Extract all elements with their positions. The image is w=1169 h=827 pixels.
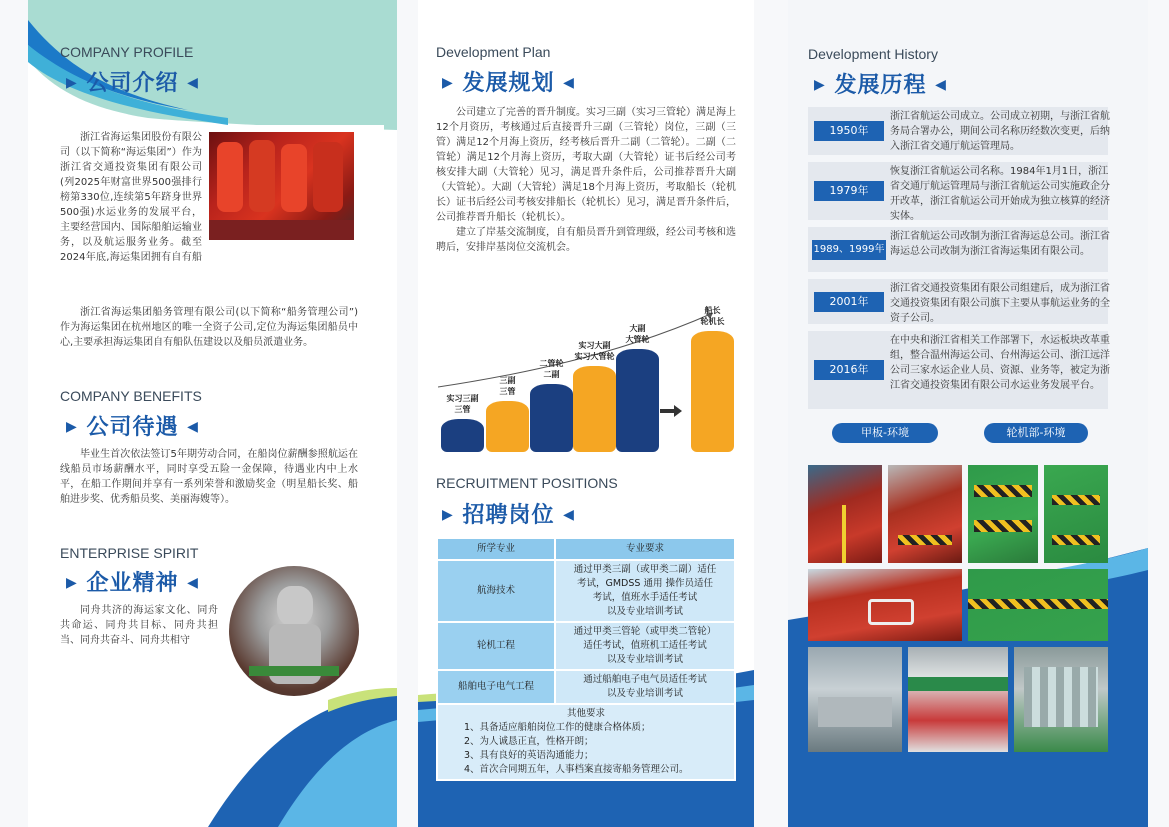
arrow-right-icon: ▶ <box>442 507 454 523</box>
benefits-cn-text: 公司待遇 <box>86 415 179 440</box>
history-item <box>808 107 1108 155</box>
requirement-line: 通过甲类三管轮（或甲类二管轮） <box>573 626 717 637</box>
requirement-line: 考试，值班水手适任考试 <box>592 592 698 603</box>
recruit-cn-title <box>442 498 575 529</box>
ladder-bar <box>530 384 573 453</box>
deck-environment-label: 甲板-环境 <box>832 423 938 443</box>
ladder-label <box>610 323 665 345</box>
arrow-left-icon: ◀ <box>563 75 575 91</box>
history-year: 1989、1999年 <box>812 240 886 260</box>
plan-cn-text: 发展规划 <box>462 71 555 96</box>
recruit-en-title: RECRUITMENT POSITIONS <box>436 475 618 491</box>
history-cn-text: 发展历程 <box>834 73 927 98</box>
plan-paragraph-1: 公司建立了完善的晋升制度。实习三副（实习三管轮）满足海上12个月资历，考核通过后直接晋升三副（三管轮）岗位，三副（三管）满足12个月海上资历，经考核后晋升二副（二管轮）。二副（二管轮）满足12个月海上资历，考取大副（大管轮）证书后经公司考核安排大副（大管轮）见习，满足晋升条件后，公司推荐晋升大副（大管轮）。大副（大管轮）满足18个月海上资历，考取船长（轮机长）证书后经公司考核安排船长（轮机长）见习，满足晋升条件后，公司推荐晋升船长（轮机长）。 <box>436 107 736 223</box>
arrow-left-icon: ◀ <box>187 75 199 91</box>
other-requirements-cell <box>437 704 735 780</box>
panel-history <box>788 0 1148 827</box>
requirement-line: 以及专业培训考试 <box>606 606 683 617</box>
history-item <box>808 331 1108 409</box>
history-year: 2001年 <box>814 292 884 312</box>
ladder-bar <box>441 419 484 453</box>
panel-company <box>28 0 397 827</box>
ladder-label-line: 三管 <box>499 387 516 396</box>
other-requirement-item: 4、首次合同期五年，人事档案直接寄船务管理公司。 <box>464 764 689 775</box>
arrow-right-icon: ▶ <box>814 77 826 93</box>
deck-photo-3 <box>968 465 1038 563</box>
profile-en-title: COMPANY PROFILE <box>60 44 194 60</box>
arrow-left-icon: ◀ <box>187 419 199 435</box>
header-major: 所学专业 <box>437 538 555 560</box>
engine-photo-2 <box>908 647 1008 752</box>
benefits-text: 毕业生首次依法签订5年期劳动合同，在船岗位薪酬参照航运在线船员市场薪酬水平，同时享受五险一金保障，待遇业内中上水平，在船工作期间并享有一系列荣誉和激励奖金（明星船长奖、船舶进步奖、优秀船员奖、美丽海嫂等）。 <box>60 449 358 505</box>
table-row <box>437 670 735 704</box>
other-requirement-item: 1、具备适应船舶岗位工作的健康合格体质； <box>464 722 651 733</box>
spirit-cn-text: 企业精神 <box>86 571 179 596</box>
deck-photo-2 <box>888 465 962 563</box>
firefighter-photo <box>229 566 359 696</box>
lifejackets-photo <box>209 132 354 240</box>
arrow-right-icon: ▶ <box>66 575 78 591</box>
other-requirements-title: 其他要求 <box>566 708 605 719</box>
requirement-cell <box>555 670 735 704</box>
history-item <box>808 227 1108 272</box>
history-en-title: Development History <box>808 46 938 62</box>
profile-text-1: 浙江省海运集团股份有限公司（以下简称“海运集团”）作为浙江省交通投资集团有限公司(列2025年财富世界500强排行榜第330位,连续第5年跻身世界500强)水运业务的发展平台，主要经营国内、国际船舶运输业务，以及航运服务业务。截至2024年底,海运集团拥有自有船 <box>60 132 202 263</box>
arrow-right-icon: ▶ <box>66 419 78 435</box>
deck-photo-4 <box>1044 465 1108 563</box>
arrow-left-icon: ◀ <box>563 507 575 523</box>
profile-cn-text: 公司介绍 <box>86 71 179 96</box>
arrow-right-icon: ▶ <box>66 75 78 91</box>
ladder-label-line: 船长 <box>704 306 721 315</box>
requirement-line: 考试，GMDSS 通用 操作员适任 <box>577 578 713 589</box>
requirement-line: 通过甲类三副（或甲类二副）适任 <box>573 564 717 575</box>
history-cn-title <box>814 68 947 99</box>
table-row <box>437 622 735 670</box>
ladder-label-line: 三副 <box>499 376 516 385</box>
spirit-cn-title <box>66 566 199 597</box>
engine-environment-label: 轮机部-环境 <box>984 423 1088 443</box>
table-row <box>437 560 735 622</box>
ladder-bar <box>486 401 529 452</box>
deck-photo-1 <box>808 465 882 563</box>
ladder-label-line: 大管轮 <box>625 334 650 344</box>
ladder-label <box>685 305 740 327</box>
engine-photo-3 <box>1014 647 1108 752</box>
requirement-line: 适任考试，值班机工适任考试 <box>583 640 707 651</box>
history-text: 浙江省交通投资集团有限公司组建后，成为浙江省交通投资集团有限公司旗下主要从事航运业务的全资子公司。 <box>890 283 1110 324</box>
history-text: 在中央和浙江省相关工作部署下，水运板块改革重组，整合温州海运公司、台州海运公司、浙江远洋公司三家水运企业人员、资源、业务等，被定为浙江省交通投资集团有限公司水运业务发展平台。 <box>890 335 1110 391</box>
benefits-cn-title <box>66 410 199 441</box>
benefits-en-title: COMPANY BENEFITS <box>60 388 202 404</box>
history-item <box>808 162 1108 220</box>
major-cell: 船舶电子电气工程 <box>437 670 555 704</box>
table-row-other <box>437 704 735 780</box>
ladder-label-line: 实习大管轮 <box>574 352 615 361</box>
profile-cn-title <box>66 66 199 97</box>
requirement-cell <box>555 622 735 670</box>
plan-en-title: Development Plan <box>436 44 551 60</box>
history-text: 恢复浙江省航运公司名称。1984年1月1日，浙江省交通厅航运管理局与浙江省航运公司实施政企分开改革，浙江省航运公司开始成为独立核算的经济实体。 <box>890 166 1110 222</box>
table-header-row <box>437 538 735 560</box>
spirit-text: 同舟共济的海运家文化、同舟共命运、同舟共目标、同舟共担当、同舟共奋斗、同舟共相守 <box>60 605 218 646</box>
other-requirement-item: 2、为人诚恳正直，性格开朗； <box>464 736 594 747</box>
ladder-label-line: 实习大副 <box>578 341 611 350</box>
ladder-label-line: 二副 <box>543 369 560 379</box>
requirement-line: 通过船舶电子电气员适任考试 <box>583 674 707 685</box>
recruitment-table <box>436 537 736 781</box>
promotion-ladder <box>438 305 738 452</box>
ladder-label-line: 大副 <box>629 323 646 333</box>
history-text: 浙江省航运公司改制为浙江省海运总公司。浙江省海运总公司改制为浙江省海运集团有限公司。 <box>890 231 1110 257</box>
other-requirement-item: 3、具有良好的英语沟通能力； <box>464 750 594 761</box>
header-requirement: 专业要求 <box>555 538 735 560</box>
panel-plan <box>418 0 754 827</box>
deck-photo-5 <box>808 569 962 641</box>
ladder-label-line: 二管轮 <box>539 358 564 368</box>
arrow-left-icon: ◀ <box>935 77 947 93</box>
recruit-cn-text: 招聘岗位 <box>462 503 555 528</box>
requirement-line: 以及专业培训考试 <box>606 688 683 699</box>
history-year: 2016年 <box>814 360 884 380</box>
arrow-right-icon: ▶ <box>442 75 454 91</box>
history-year: 1979年 <box>814 181 884 201</box>
requirement-cell <box>555 560 735 622</box>
spirit-en-title: ENTERPRISE SPIRIT <box>60 545 199 561</box>
plan-cn-title <box>442 66 575 97</box>
profile-text-2: 浙江省海运集团船务管理有限公司(以下简称“船务管理公司”)作为海运集团在杭州地区的唯一全资子公司,定位为海运集团船员中心,主要承担海运集团自有船队伍建设以及船员派遣业务。 <box>60 307 358 348</box>
arrow-left-icon: ◀ <box>187 575 199 591</box>
major-cell: 航海技术 <box>437 560 555 622</box>
ladder-label-line: 轮机长 <box>700 317 725 326</box>
major-cell: 轮机工程 <box>437 622 555 670</box>
history-item <box>808 279 1108 324</box>
engine-photo-1 <box>808 647 902 752</box>
requirement-line: 以及专业培训考试 <box>606 654 683 665</box>
history-year: 1950年 <box>814 121 884 141</box>
history-text: 浙江省航运公司成立。公司成立初期，与浙江省航务局合署办公，期间公司名称历经数次变更，后纳入浙江省交通厅航运管理局。 <box>890 111 1110 152</box>
plan-text <box>436 105 736 255</box>
ladder-bar <box>691 331 734 452</box>
plan-paragraph-2: 建立了岸基交流制度，自有船员晋升到管理级，经公司考核和选聘后，安排岸基岗位交流机会。 <box>436 227 736 253</box>
ladder-bar <box>616 349 659 453</box>
ladder-label-line: 三管 <box>454 404 471 414</box>
deck-photo-6 <box>968 569 1108 641</box>
ladder-bar <box>573 366 616 452</box>
ladder-label-line: 实习三副 <box>446 393 479 403</box>
